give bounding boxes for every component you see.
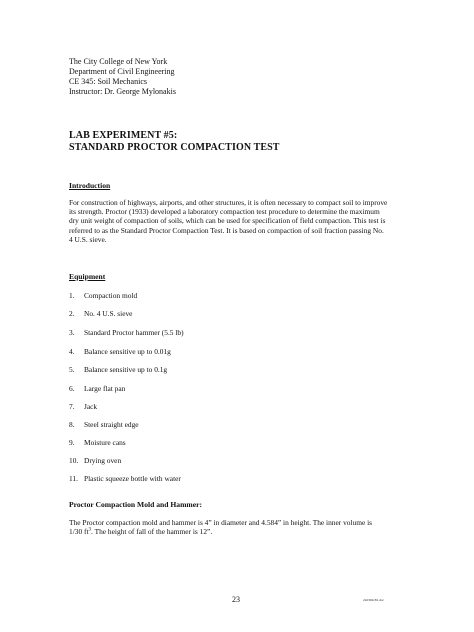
list-item: [69, 456, 121, 466]
introduction-paragraph: [69, 198, 409, 244]
volume-text: 1/30 ft: [69, 527, 89, 537]
list-item: [69, 309, 132, 319]
list-item: [69, 347, 171, 357]
list-item: [69, 291, 137, 301]
introduction-heading: Introduction: [69, 181, 111, 190]
list-number: 4.: [69, 347, 75, 356]
list-text: Balance sensitive up to 0.01g: [84, 347, 171, 356]
header-line: Department of Civil Engineering: [69, 67, 175, 76]
list-number: 5.: [69, 365, 75, 374]
fall-height-text: . The height of fall of the hammer is 12”.: [91, 527, 213, 537]
list-number: 9.: [69, 438, 75, 447]
list-text: No. 4 U.S. sieve: [84, 309, 133, 318]
paragraph-line: its strength. Proctor (1933) developed a laboratory compaction test procedure to determine the maximum: [69, 207, 380, 217]
list-item: [69, 328, 184, 338]
list-text: Large flat pan: [84, 384, 126, 393]
list-item: [69, 384, 125, 394]
list-number: 11.: [69, 474, 78, 483]
list-number: 2.: [69, 309, 75, 318]
header-line: CE 345: Soil Mechanics: [69, 77, 147, 86]
list-text: Moisture cans: [84, 438, 126, 447]
list-number: 1.: [69, 291, 75, 300]
document-title: [69, 130, 280, 154]
list-number: 7.: [69, 402, 75, 411]
page-number: 23: [232, 595, 240, 604]
list-item: [69, 402, 97, 412]
paragraph-line: 4 U.S. sieve.: [69, 234, 107, 244]
header-line: Instructor: Dr. George Mylonakis: [69, 87, 176, 96]
list-item: [69, 438, 126, 448]
list-text: Jack: [84, 402, 98, 411]
list-number: 3.: [69, 328, 75, 337]
volume-exponent: 3: [88, 527, 92, 533]
title-line-2: STANDARD PROCTOR COMPACTION TEST: [69, 142, 280, 153]
paragraph-line: The Proctor compaction mold and hammer is 4” in diameter and 4.584” in height. The inner volume is: [69, 518, 373, 527]
list-text: Standard Proctor hammer (5.5 lb): [84, 328, 184, 337]
paragraph-line: referred to as the Standard Proctor Compaction Test. It is based on compaction of soil fraction passing No.: [69, 225, 384, 235]
paragraph-line: For construction of highways, airports, and other structures, it is often necessary to compact soil to improve: [69, 198, 388, 207]
list-number: 10.: [69, 456, 79, 465]
header-line: The City College of New York: [69, 57, 168, 66]
list-number: 8.: [69, 420, 75, 429]
list-text: Balance sensitive up to 0.1g: [84, 365, 168, 374]
list-number: 6.: [69, 384, 75, 393]
mold-hammer-paragraph: [69, 518, 409, 536]
list-text: Compaction mold: [84, 291, 138, 300]
file-name: 242304181.doc: [363, 598, 385, 602]
list-item: [69, 365, 167, 375]
mold-hammer-heading: Proctor Compaction Mold and Hammer:: [69, 500, 203, 509]
course-header: [69, 57, 176, 97]
equipment-heading: Equipment: [69, 272, 106, 281]
list-item: [69, 420, 139, 430]
title-line-1: LAB EXPERIMENT #5:: [69, 130, 178, 141]
list-text: Steel straight edge: [84, 420, 139, 429]
paragraph-line: dry unit weight of compaction of soils, which can be used for specification of field compaction. This test is: [69, 216, 386, 226]
paragraph-line: [69, 527, 409, 536]
list-item: [69, 474, 181, 484]
list-text: Plastic squeeze bottle with water: [84, 474, 181, 483]
list-text: Drying oven: [84, 456, 122, 465]
